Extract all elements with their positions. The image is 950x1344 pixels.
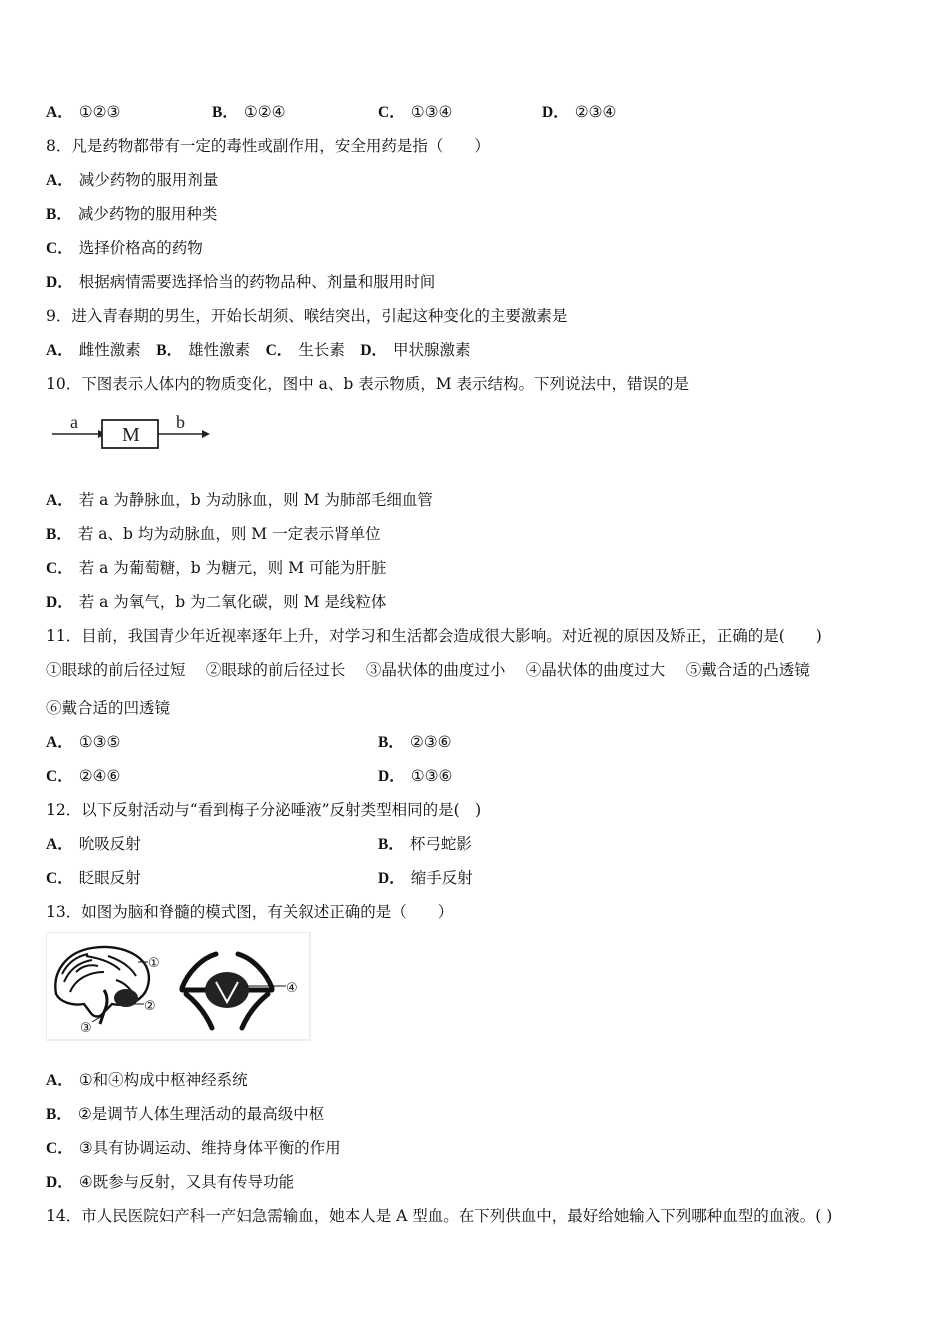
- q7-option-d: D． ②③④: [542, 103, 617, 121]
- q13-brain-spinal-cord-figure: [46, 932, 312, 1042]
- arrow-out-head: [202, 430, 210, 438]
- q8-option-d: D． 根据病情需要选择恰当的药物品种、剂量和服用时间: [46, 273, 436, 291]
- q11-option-c: C． ②④⑥: [46, 767, 121, 785]
- q11-option-a: A． ①③⑤: [46, 733, 121, 751]
- q12-option-d: D． 缩手反射: [378, 869, 473, 887]
- q9-options: [46, 340, 471, 361]
- q12-option-b: B． 杯弓蛇影: [378, 835, 472, 853]
- q13-option-c: C． ③具有协调运动、维持身体平衡的作用: [46, 1139, 341, 1157]
- q14-stem: 14．市人民医院妇产科一产妇急需输血，她本人是 A 型血。在下列供血中，最好给她输入下列哪种血型的血液。( ): [46, 1207, 833, 1225]
- q11-option-b: B． ②③⑥: [378, 733, 452, 751]
- q8-stem: 8．凡是药物都带有一定的毒性或副作用，安全用药是指（ ）: [46, 137, 490, 155]
- q7-option-c: C． ①③④: [378, 103, 453, 121]
- label-m: M: [122, 424, 140, 446]
- q9-option-b: B． 雄性激素: [156, 341, 251, 359]
- q13-option-b: B． ②是调节人体生理活动的最高级中枢: [46, 1105, 325, 1123]
- q8-option-c: C． 选择价格高的药物: [46, 239, 203, 257]
- q11-items-line1: ①眼球的前后径过短 ②眼球的前后径过长 ③晶状体的曲度过小 ④晶状体的曲度过大 ⑤戴合适的凸透镜: [46, 661, 810, 679]
- q12-stem: 12．以下反射活动与“看到梅子分泌唾液”反射类型相同的是( ): [46, 801, 482, 819]
- q9-option-c: C． 生长素: [265, 341, 345, 359]
- label-a: a: [70, 412, 78, 432]
- q12-option-c: C． 眨眼反射: [46, 869, 141, 887]
- q7-option-b: B． ①②④: [212, 103, 286, 121]
- q13-option-d: D． ④既参与反射，又具有传导功能: [46, 1173, 295, 1191]
- label-2: ②: [144, 999, 156, 1014]
- q9-stem: 9．进入青春期的男生，开始长胡须、喉结突出，引起这种变化的主要激素是: [46, 307, 568, 325]
- q10-stem: 10．下图表示人体内的物质变化，图中 a、b 表示物质，M 表示结构。下列说法中，错误的是: [46, 375, 690, 393]
- q9-option-a: A． 雌性激素: [46, 341, 141, 359]
- q12-option-a: A． 吮吸反射: [46, 835, 141, 853]
- label-1: ①: [148, 956, 160, 971]
- q10-option-a: A． 若 a 为静脉血，b 为动脉血，则 M 为肺部毛细血管: [46, 491, 433, 509]
- q11-stem: 11．目前，我国青少年近视率逐年上升，对学习和生活都会造成很大影响。对近视的原因及矫正，正确的是( ): [46, 627, 822, 645]
- label-b: b: [176, 412, 185, 432]
- q13-stem: 13．如图为脑和脊髓的模式图，有关叙述正确的是（ ）: [46, 903, 454, 921]
- q10-option-c: C． 若 a 为葡萄糖，b 为糖元，则 M 可能为肝脏: [46, 559, 387, 577]
- q10-option-d: D． 若 a 为氧气，b 为二氧化碳，则 M 是线粒体: [46, 593, 387, 611]
- label-4: ④: [286, 981, 298, 996]
- label-3: ③: [80, 1021, 92, 1036]
- q11-option-d: D． ①③⑥: [378, 767, 453, 785]
- q8-option-a: A． 减少药物的服用剂量: [46, 171, 219, 189]
- q9-option-d: D． 甲状腺激素: [360, 341, 471, 359]
- q10-option-b: B． 若 a、b 均为动脉血，则 M 一定表示肾单位: [46, 525, 381, 543]
- q13-option-a: A． ①和④构成中枢神经系统: [46, 1071, 248, 1089]
- q7-option-a: A． ①②③: [46, 103, 121, 121]
- q8-option-b: B． 减少药物的服用种类: [46, 205, 218, 223]
- q11-items-line2: ⑥戴合适的凹透镜: [46, 699, 171, 717]
- q10-figure: [46, 408, 216, 458]
